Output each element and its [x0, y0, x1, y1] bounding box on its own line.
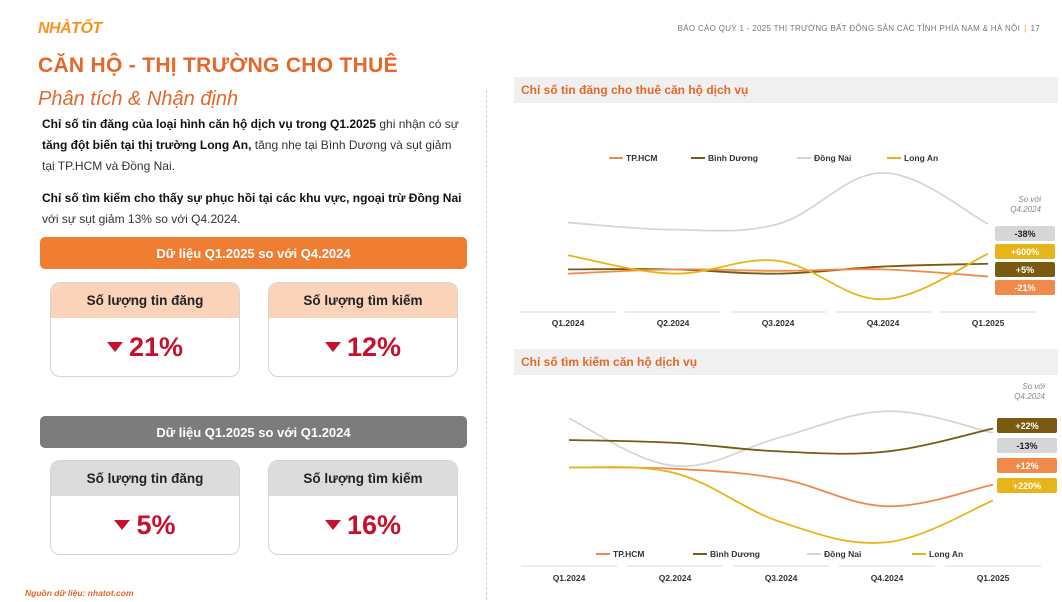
chart-title: Chỉ số tìm kiếm căn hộ dịch vụ	[514, 349, 1058, 375]
x-tick-label: Q1.2024	[552, 573, 586, 583]
x-tick-label: Q4.2024	[866, 318, 900, 328]
search-line-chart	[514, 376, 1060, 600]
card-label: Số lượng tin đăng	[51, 283, 239, 318]
card-value	[51, 496, 239, 554]
legend-label: TP.HCM	[613, 549, 645, 559]
change-annotation: So với Q4.2024	[1014, 382, 1045, 401]
column-divider	[486, 90, 487, 600]
legend-label: Long An	[904, 153, 939, 163]
yoy-search-card	[268, 460, 458, 555]
change-label: -13%	[1016, 441, 1038, 451]
x-tick-label: Q1.2025	[971, 318, 1005, 328]
x-tick-label: Q1.2025	[976, 573, 1010, 583]
change-label: +5%	[1015, 265, 1035, 275]
nhatot-logo: NHÀTỐT	[38, 20, 102, 37]
card-value	[51, 318, 239, 376]
down-arrow-icon	[325, 520, 341, 530]
report-header	[678, 24, 1040, 33]
qoq-search-card	[268, 282, 458, 377]
analysis-text: ghi nhận có sự	[376, 117, 459, 131]
change-label: +12%	[1015, 461, 1039, 471]
change-label: -38%	[1014, 229, 1036, 239]
series-line-tphcm	[569, 467, 993, 506]
legend-label: Bình Dương	[708, 153, 758, 163]
card-value	[269, 318, 457, 376]
report-title: BÁO CÁO QUÝ 1 - 2025 THỊ TRƯỜNG BẤT ĐỘNG SẢN CÁC TỈNH PHÍA NAM & HÀ NỘI	[677, 24, 1021, 33]
series-line-dongnai	[569, 411, 993, 466]
card-label: Số lượng tìm kiếm	[269, 461, 457, 496]
series-line-binhduong	[569, 428, 993, 453]
yoy-banner: Dữ liệu Q1.2025 so với Q1.2024	[40, 416, 467, 448]
legend-label: Long An	[929, 549, 964, 559]
x-tick-label: Q3.2024	[761, 318, 795, 328]
analysis-paragraph-1	[42, 114, 462, 177]
page-title: CĂN HỘ - THỊ TRƯỜNG CHO THUÊ	[38, 54, 398, 77]
header-separator: |	[1024, 24, 1027, 33]
legend-label: Đồng Nai	[824, 549, 862, 559]
down-arrow-icon	[325, 342, 341, 352]
x-tick-label: Q4.2024	[870, 573, 904, 583]
chart-title: Chỉ số tin đăng cho thuê căn hộ dịch vụ	[514, 77, 1058, 103]
card-value-text: 5%	[136, 509, 176, 540]
analysis-text: tăng nhẹ tại Bình Dương và sụt giảm tại TP.HCM và Đồng Nai.	[42, 138, 452, 173]
x-tick-label: Q2.2024	[658, 573, 692, 583]
x-tick-label: Q2.2024	[656, 318, 690, 328]
card-value-text: 12%	[346, 331, 402, 362]
card-value	[269, 496, 457, 554]
section-subtitle: Phân tích & Nhận định	[38, 88, 239, 110]
listings-line-chart	[514, 104, 1060, 344]
x-tick-label: Q1.2024	[551, 318, 585, 328]
change-label: +220%	[1012, 481, 1042, 491]
x-tick-label: Q3.2024	[764, 573, 798, 583]
series-line-longan	[568, 254, 988, 299]
card-value-text: 21%	[128, 331, 184, 362]
legend-label: Đồng Nai	[814, 153, 852, 163]
qoq-listings-card	[50, 282, 240, 377]
card-value-text: 16%	[346, 509, 402, 540]
change-annotation: So với Q4.2024	[1010, 195, 1041, 214]
data-source: Nguồn dữ liệu: nhatot.com	[25, 588, 134, 598]
series-line-dongnai	[568, 173, 988, 231]
qoq-banner: Dữ liệu Q1.2025 so với Q4.2024	[40, 237, 467, 269]
legend-label: Bình Dương	[710, 549, 760, 559]
analysis-text: Chỉ số tìm kiếm cho thấy sự phục hồi tại các khu vực, ngoại trừ Đồng Nai	[42, 191, 462, 205]
analysis-paragraph-2	[42, 188, 462, 230]
analysis-text: tăng đột biến tại thị trường Long An,	[42, 138, 252, 152]
analysis-text: với sự sụt giảm 13% so với Q4.2024.	[42, 212, 241, 226]
change-label: +600%	[1010, 247, 1040, 257]
legend-label: TP.HCM	[626, 153, 658, 163]
card-label: Số lượng tìm kiếm	[269, 283, 457, 318]
down-arrow-icon	[107, 342, 123, 352]
card-label: Số lượng tin đăng	[51, 461, 239, 496]
yoy-listings-card	[50, 460, 240, 555]
page-number: 17	[1030, 24, 1040, 33]
analysis-text: Chỉ số tin đăng của loại hình căn hộ dịch vụ trong Q1.2025	[42, 117, 377, 131]
down-arrow-icon	[114, 520, 130, 530]
change-label: +22%	[1015, 421, 1039, 431]
change-label: -21%	[1014, 283, 1036, 293]
